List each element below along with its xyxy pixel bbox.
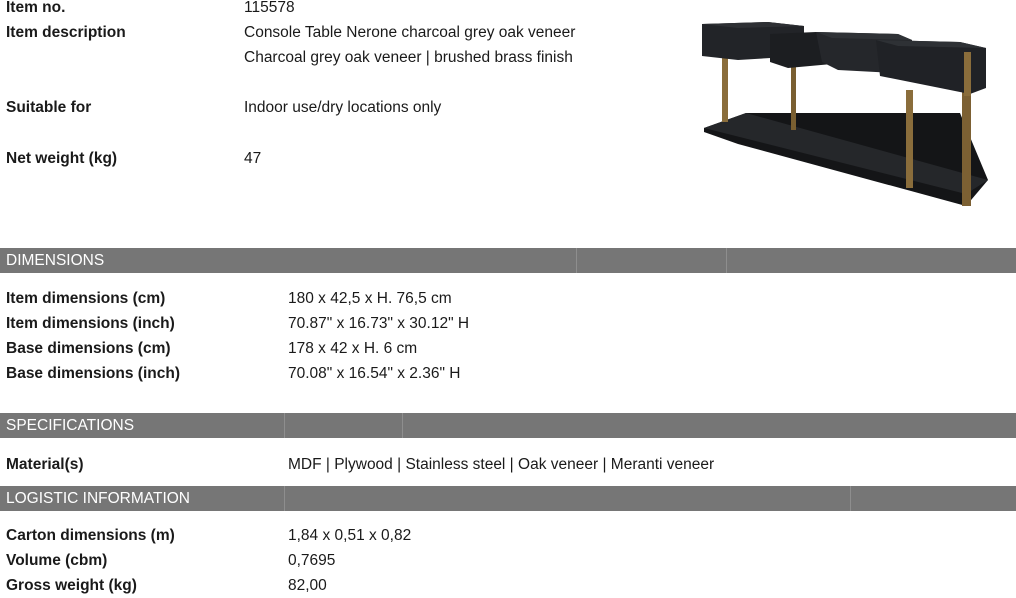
specifications-title: SPECIFICATIONS <box>6 417 135 434</box>
dim-row-value: 180 x 42,5 x H. 76,5 cm <box>288 290 452 307</box>
item-no-label: Item no. <box>6 0 66 16</box>
dimensions-title: DIMENSIONS <box>6 252 105 269</box>
band-separator <box>402 413 403 438</box>
logistics-title: LOGISTIC INFORMATION <box>6 490 190 507</box>
brass-accent <box>964 52 971 96</box>
dim-row-label: Base dimensions (cm) <box>6 340 171 357</box>
logistic-row-label: Volume (cbm) <box>6 552 108 569</box>
dim-row-value: 70.87" x 16.73" x 30.12" H <box>288 315 470 332</box>
material-value: MDF | Plywood | Stainless steel | Oak veneer | Meranti veneer <box>288 456 715 473</box>
item-description-line2: Charcoal grey oak veneer | brushed brass finish <box>244 49 573 66</box>
product-image <box>698 12 994 212</box>
dim-row-label: Item dimensions (cm) <box>6 290 166 307</box>
logistic-row-value: 1,84 x 0,51 x 0,82 <box>288 527 412 544</box>
specifications-header <box>0 413 1016 438</box>
dim-row-label: Item dimensions (inch) <box>6 315 175 332</box>
net-weight-value: 47 <box>244 150 262 167</box>
dimensions-header <box>0 248 1016 273</box>
item-description-line1: Console Table Nerone charcoal grey oak veneer <box>244 24 576 41</box>
net-weight-label: Net weight (kg) <box>6 150 118 167</box>
band-separator <box>576 248 577 273</box>
logistic-row-value: 0,7695 <box>288 552 336 569</box>
leg-left-front <box>722 56 728 122</box>
logistic-row-value: 82,00 <box>288 577 327 594</box>
band-separator <box>284 486 285 511</box>
logistic-row-label: Carton dimensions (m) <box>6 527 175 544</box>
band-separator <box>284 413 285 438</box>
dim-row-label: Base dimensions (inch) <box>6 365 180 382</box>
suitable-for-label: Suitable for <box>6 99 92 116</box>
material-label: Material(s) <box>6 456 84 473</box>
item-no-value: 115578 <box>244 0 295 16</box>
logistic-row-label: Gross weight (kg) <box>6 577 137 594</box>
logistics-header <box>0 486 1016 511</box>
suitable-for-value: Indoor use/dry locations only <box>244 99 442 116</box>
band-separator <box>850 486 851 511</box>
dim-row-value: 70.08" x 16.54" x 2.36" H <box>288 365 461 382</box>
leg-left-back <box>791 62 796 130</box>
band-separator <box>726 248 727 273</box>
item-description-label: Item description <box>6 24 126 41</box>
leg-right-back <box>906 90 913 188</box>
dim-row-value: 178 x 42 x H. 6 cm <box>288 340 418 357</box>
